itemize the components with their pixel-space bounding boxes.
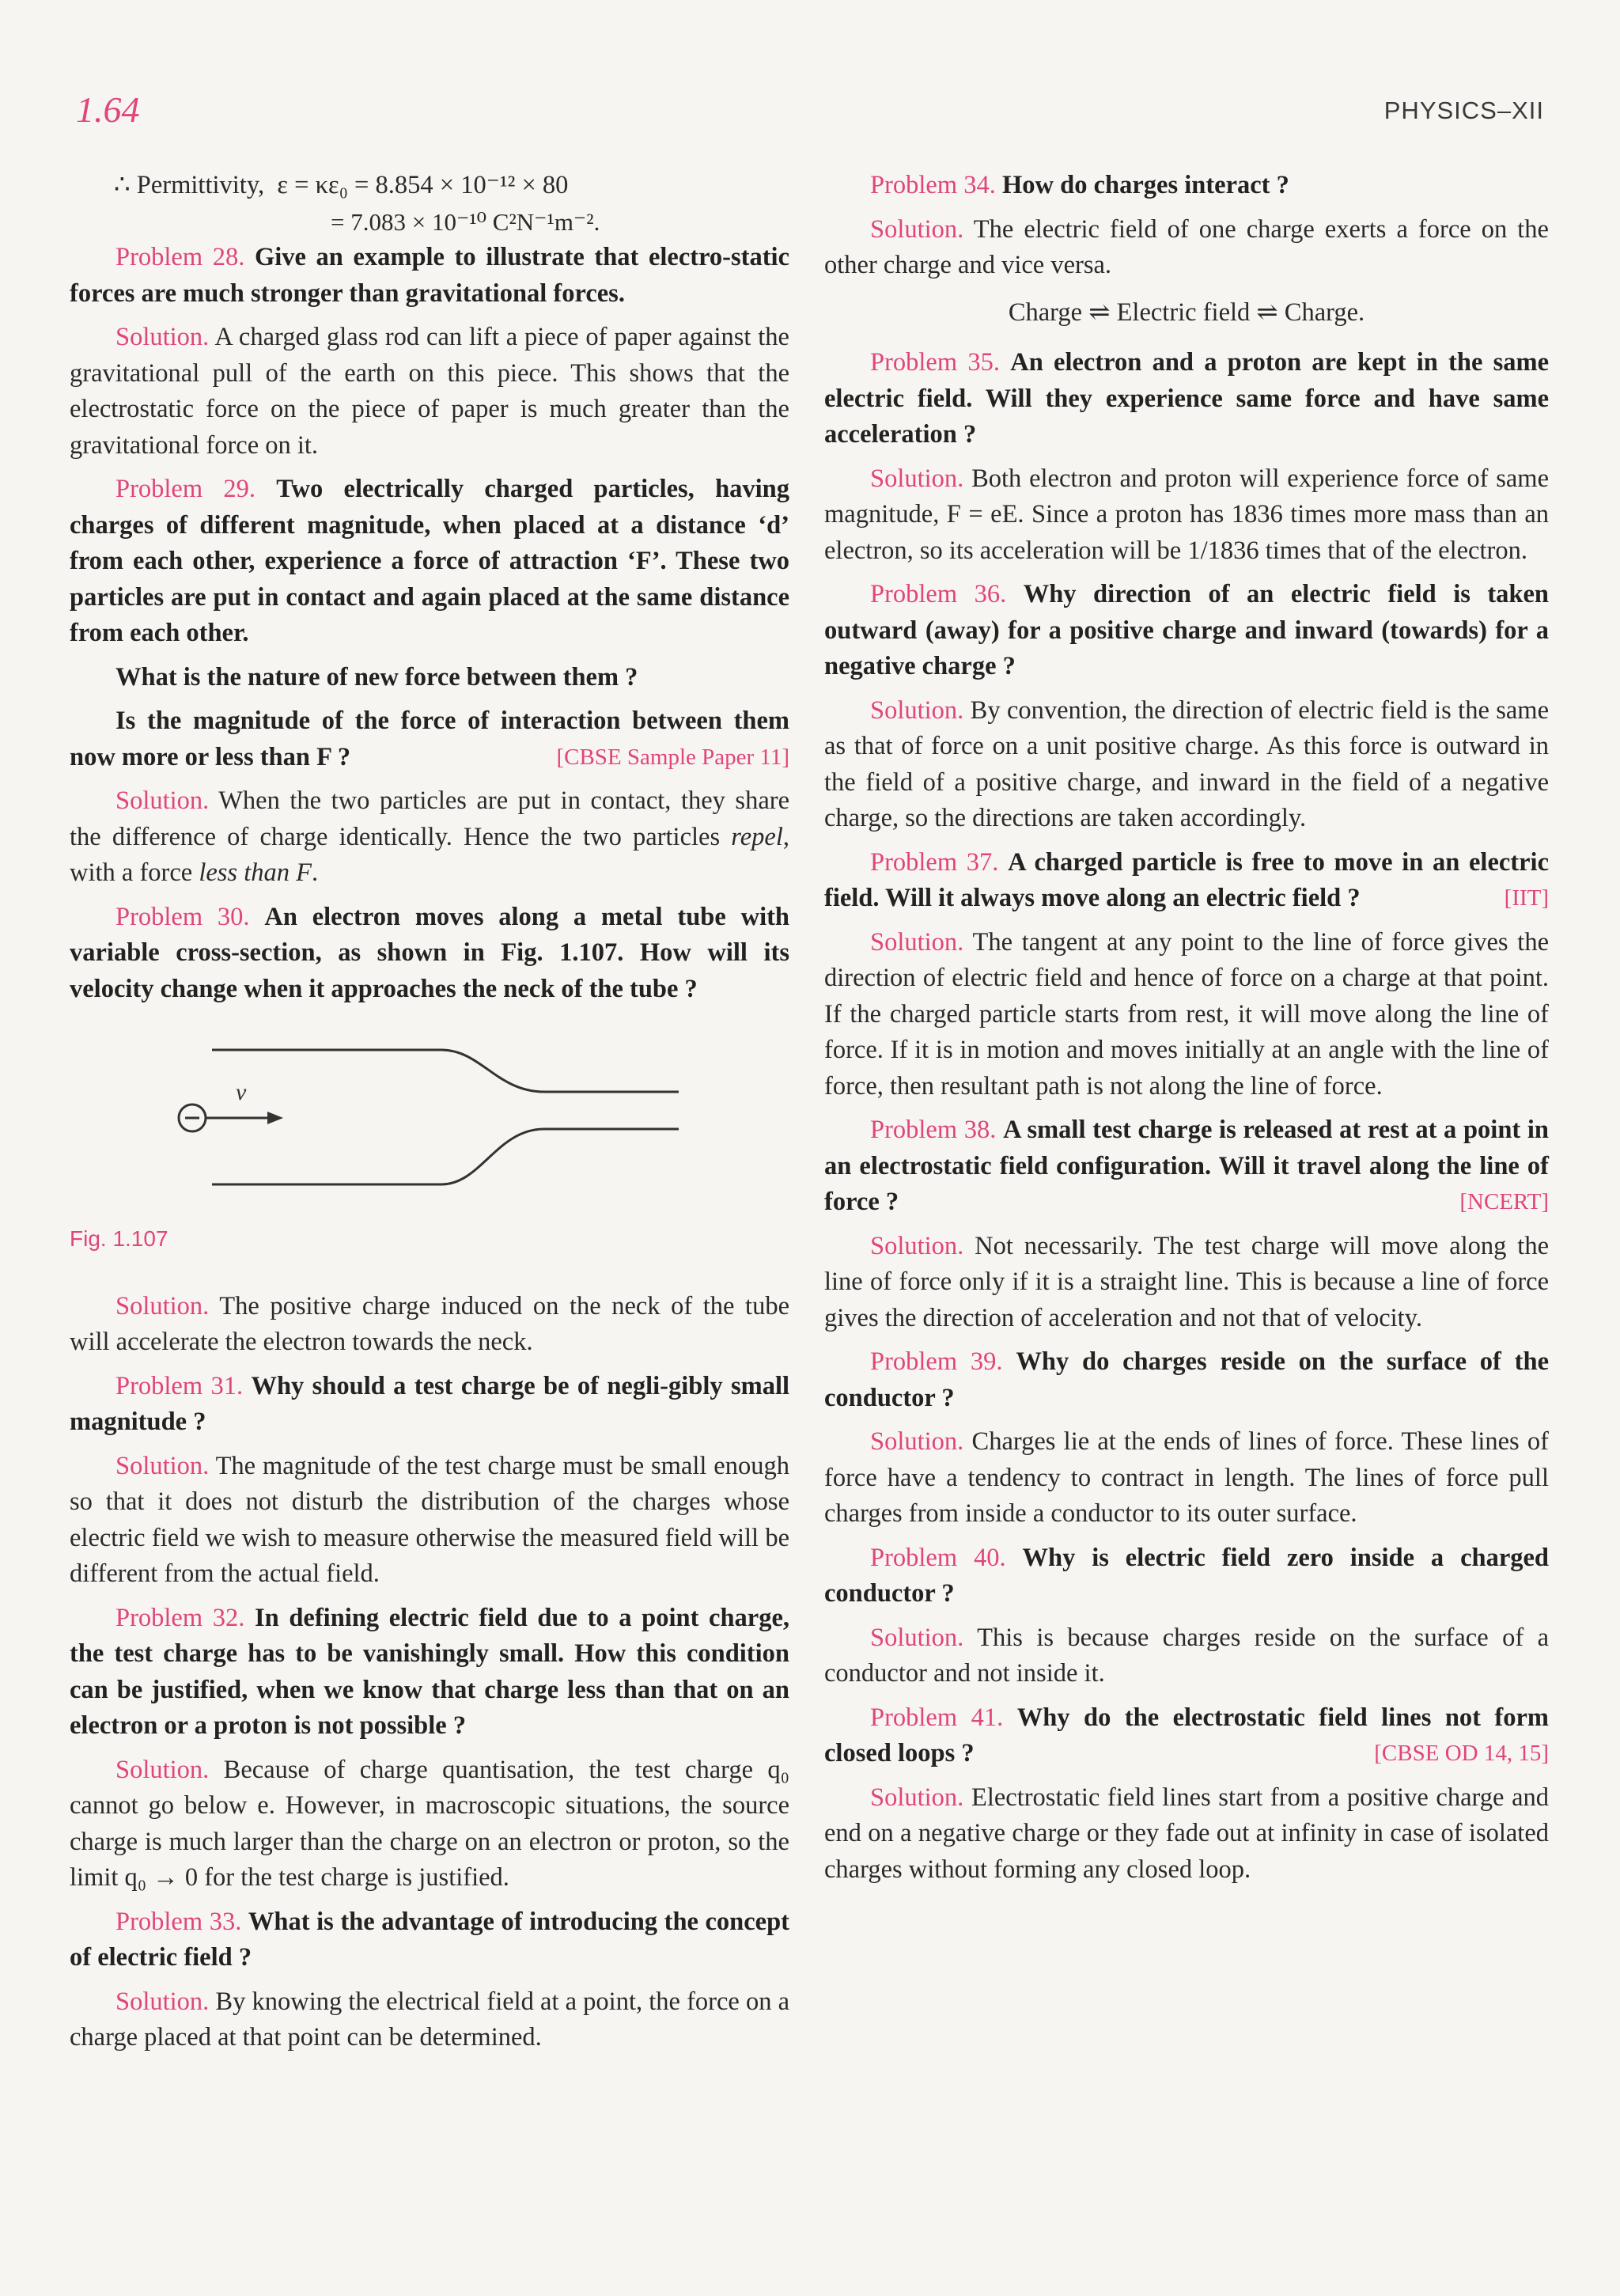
problem-label: Problem 38. [870,1116,997,1144]
solution-label: Solution. [115,323,210,351]
velocity-label: v [236,1079,247,1105]
solution-text: . [311,858,319,887]
solution-label: Solution. [115,1987,210,2016]
problem-38 [824,1112,1549,1221]
solution-32 [70,1752,789,1896]
problem-31 [70,1369,789,1441]
solution-label: Solution. [870,1623,964,1652]
problem-41 [824,1700,1549,1772]
solution-41 [824,1780,1549,1889]
problem-label: Problem 35. [870,348,1001,377]
problem-label: Problem 30. [115,902,250,931]
problem-39 [824,1344,1549,1416]
solution-37 [824,925,1549,1105]
problem-label: Problem 41. [870,1703,1004,1732]
source-reference: [CBSE OD 14, 15] [1374,1741,1549,1766]
problem-label: Problem 31. [115,1371,244,1400]
solution-40 [824,1620,1549,1692]
solution-label: Solution. [870,1783,964,1812]
solution-39 [824,1424,1549,1533]
solution-31 [70,1449,789,1593]
problem-label: Problem 37. [870,847,999,877]
problem-37 [824,845,1549,917]
problem-32 [70,1601,789,1745]
solution-text: When the two particles are put in contact, they share the difference of charge identically. Hence the two particles [70,786,789,851]
problem-question: Is the magnitude of the force of interaction between them now more or less than F ? [70,707,789,771]
permittivity-result: = 7.083 × 10⁻¹⁰ C²N⁻¹m⁻². [331,207,600,236]
solution-text: Charges lie at the ends of lines of force. These lines of force have a tendency to contract in length. The lines of force pull charges from inside a conductor to its outer surface. [824,1427,1550,1528]
problem-question: Why do charges reside on the surface of the conductor ? [824,1347,1550,1412]
solution-label: Solution. [115,1755,210,1784]
solution-28 [70,320,789,464]
problem-label: Problem 39. [870,1347,1003,1376]
solution-label: Solution. [870,1231,964,1260]
problem-question: In defining electric field due to a point charge, the test charge has to be vanishingly small. How this condition can be justified, when we know that charge less than that on an electron or a proton is not possible ? [70,1603,789,1740]
solution-30 [70,1289,789,1361]
solution-label: Solution. [870,927,964,957]
solution-text: Both electron and proton will experience force of same magnitude, F = eE. Since a proton has 1836 times more mass than an electron, so its acceleration will be 1/1836 times that of the electron. [824,464,1549,565]
problem-29-q3 [70,703,789,775]
charge-interaction-equation: Charge ⇌ Electric field ⇌ Charge. [1008,297,1365,327]
permittivity-equation: ∴ Permittivity, ε = κε₀ = 8.854 × 10⁻¹² × 80 [114,171,569,199]
problem-label: Problem 32. [115,1603,245,1632]
source-reference: [NCERT] [1459,1189,1549,1214]
problem-question: Why is electric field zero inside a charged conductor ? [824,1543,1549,1608]
arrowhead-icon [267,1112,283,1124]
solution-label: Solution. [115,786,210,815]
solution-text: , with a force [70,822,789,887]
solution-text: This is because charges reside on the surface of a conductor and not inside it. [824,1623,1549,1688]
solution-label: Solution. [870,1427,964,1456]
problem-label: Problem 28. [115,243,245,271]
problem-question: Two electrically charged particles, having charges of different magnitude, when placed at a distance ‘d’ from each other, experience a force of attraction ‘F’. These two particles are put in contact and again placed at the same distance from each other. [70,475,789,647]
problem-36 [824,577,1549,685]
solution-29 [70,783,789,892]
problem-29-q2 [70,660,789,696]
solution-35 [824,461,1549,570]
problem-30 [70,900,789,1008]
solution-label: Solution. [870,695,964,725]
solution-33 [70,1984,789,2056]
problem-question: Give an example to illustrate that electro-static forces are much stronger than gravitational forces. [70,243,789,308]
solution-text: Electrostatic field lines start from a positive charge and end on a negative charge or they fade out at infinity in case of isolated charges without forming any closed loop. [824,1783,1550,1884]
problem-28 [70,240,789,312]
solution-text: By knowing the electrical field at a point, the force on a charge placed at that point can be determined. [70,1987,789,2052]
right-column [824,168,1549,1896]
problem-question: How do charges interact ? [1002,171,1289,199]
solution-text: Because of charge quantisation, the test charge q₀ cannot go below e. However, in macroscopic situations, the source charge is much larger than the charge on an electron or proton, so the limit q₀ → 0 for the test charge is justified. [70,1755,790,1892]
solution-text: The electric field of one charge exerts a force on the other charge and vice versa. [824,214,1549,279]
solution-label: Solution. [870,464,964,493]
figure-caption: Fig. 1.107 [70,1226,168,1251]
left-column [70,168,789,2064]
source-reference: [CBSE Sample Paper 11] [556,744,789,770]
solution-text: By convention, the direction of electric field is the same as that of force on a unit positive charge. As this force is outward in the field of a positive charge, and inward in the field of a negative charge, so the directions are taken accordingly. [824,695,1550,832]
problem-29 [70,472,789,652]
metal-tube-diagram [70,1017,789,1214]
problem-label: Problem 36. [870,580,1007,608]
problem-33 [70,1904,789,1976]
solution-text: The tangent at any point to the line of force gives the direction of electric field and hence of force on a charge at that point. If the charged particle starts from rest, it will move along the line of force. If it is in motion and moves initially at an angle with the line of force, then resultant path is not along the line of force. [824,927,1549,1101]
problem-question: Why do the electrostatic field lines not form closed loops ? [824,1703,1550,1767]
problem-35 [824,345,1549,453]
problem-34 [824,168,1549,204]
solution-text: Not necessarily. The test charge will move along the line of force only if it is a straight line. This is because a line of force gives the direction of acceleration and not that of velocity. [824,1231,1549,1332]
problem-label: Problem 33. [115,1907,242,1936]
tube-upper-wall [212,1050,679,1092]
problem-label: Problem 34. [870,171,996,199]
problem-question: A charged particle is free to move in an electric field. Will it always move along an electric field ? [824,847,1550,912]
solution-label: Solution. [115,1291,210,1320]
solution-text: A charged glass rod can lift a piece of paper against the gravitational pull of the earth on this piece. This shows that the electrostatic force on the piece of paper is much greater than the gravitational force on it. [70,323,789,460]
problem-label: Problem 29. [115,475,256,503]
problem-question: Why should a test charge be of negli-gibly small magnitude ? [70,1371,789,1436]
source-reference: [IIT] [1504,885,1549,911]
problem-label: Problem 40. [870,1543,1006,1572]
problem-question: A small test charge is released at rest at a point in an electrostatic field configuration. Will it travel along the line of force ? [824,1116,1550,1216]
solution-34 [824,212,1549,284]
problem-question: An electron moves along a metal tube with variable cross-section, as shown in Fig. 1.107. How will its velocity change when it approaches the neck of the tube ? [70,902,789,1003]
problem-40 [824,1540,1549,1612]
solution-emphasis: repel [731,822,783,851]
problem-question: What is the advantage of introducing the concept of electric field ? [70,1907,790,1972]
page-number: 1.64 [76,89,140,130]
solution-36 [824,693,1549,837]
solution-text: The magnitude of the test charge must be small enough so that it does not disturb the distribution of the charges whose electric field we wish to measure otherwise the measured field will be different from the actual field. [70,1451,789,1588]
solution-emphasis: less than F [199,858,312,887]
figure-metal-tube [70,1017,789,1214]
solution-label: Solution. [870,214,964,244]
tube-lower-wall [212,1129,679,1184]
problem-question: What is the nature of new force between them ? [115,662,638,691]
solution-38 [824,1229,1549,1337]
problem-question: Why direction of an electric field is taken outward (away) for a positive charge and inward (towards) for a negative charge ? [824,580,1550,680]
book-title: PHYSICS–XII [1383,97,1544,124]
solution-text: The positive charge induced on the neck of the tube will accelerate the electron towards the neck. [70,1291,789,1356]
solution-label: Solution. [115,1451,210,1480]
problem-question: An electron and a proton are kept in the same electric field. Will they experience same force and have same acceleration ? [824,348,1550,449]
